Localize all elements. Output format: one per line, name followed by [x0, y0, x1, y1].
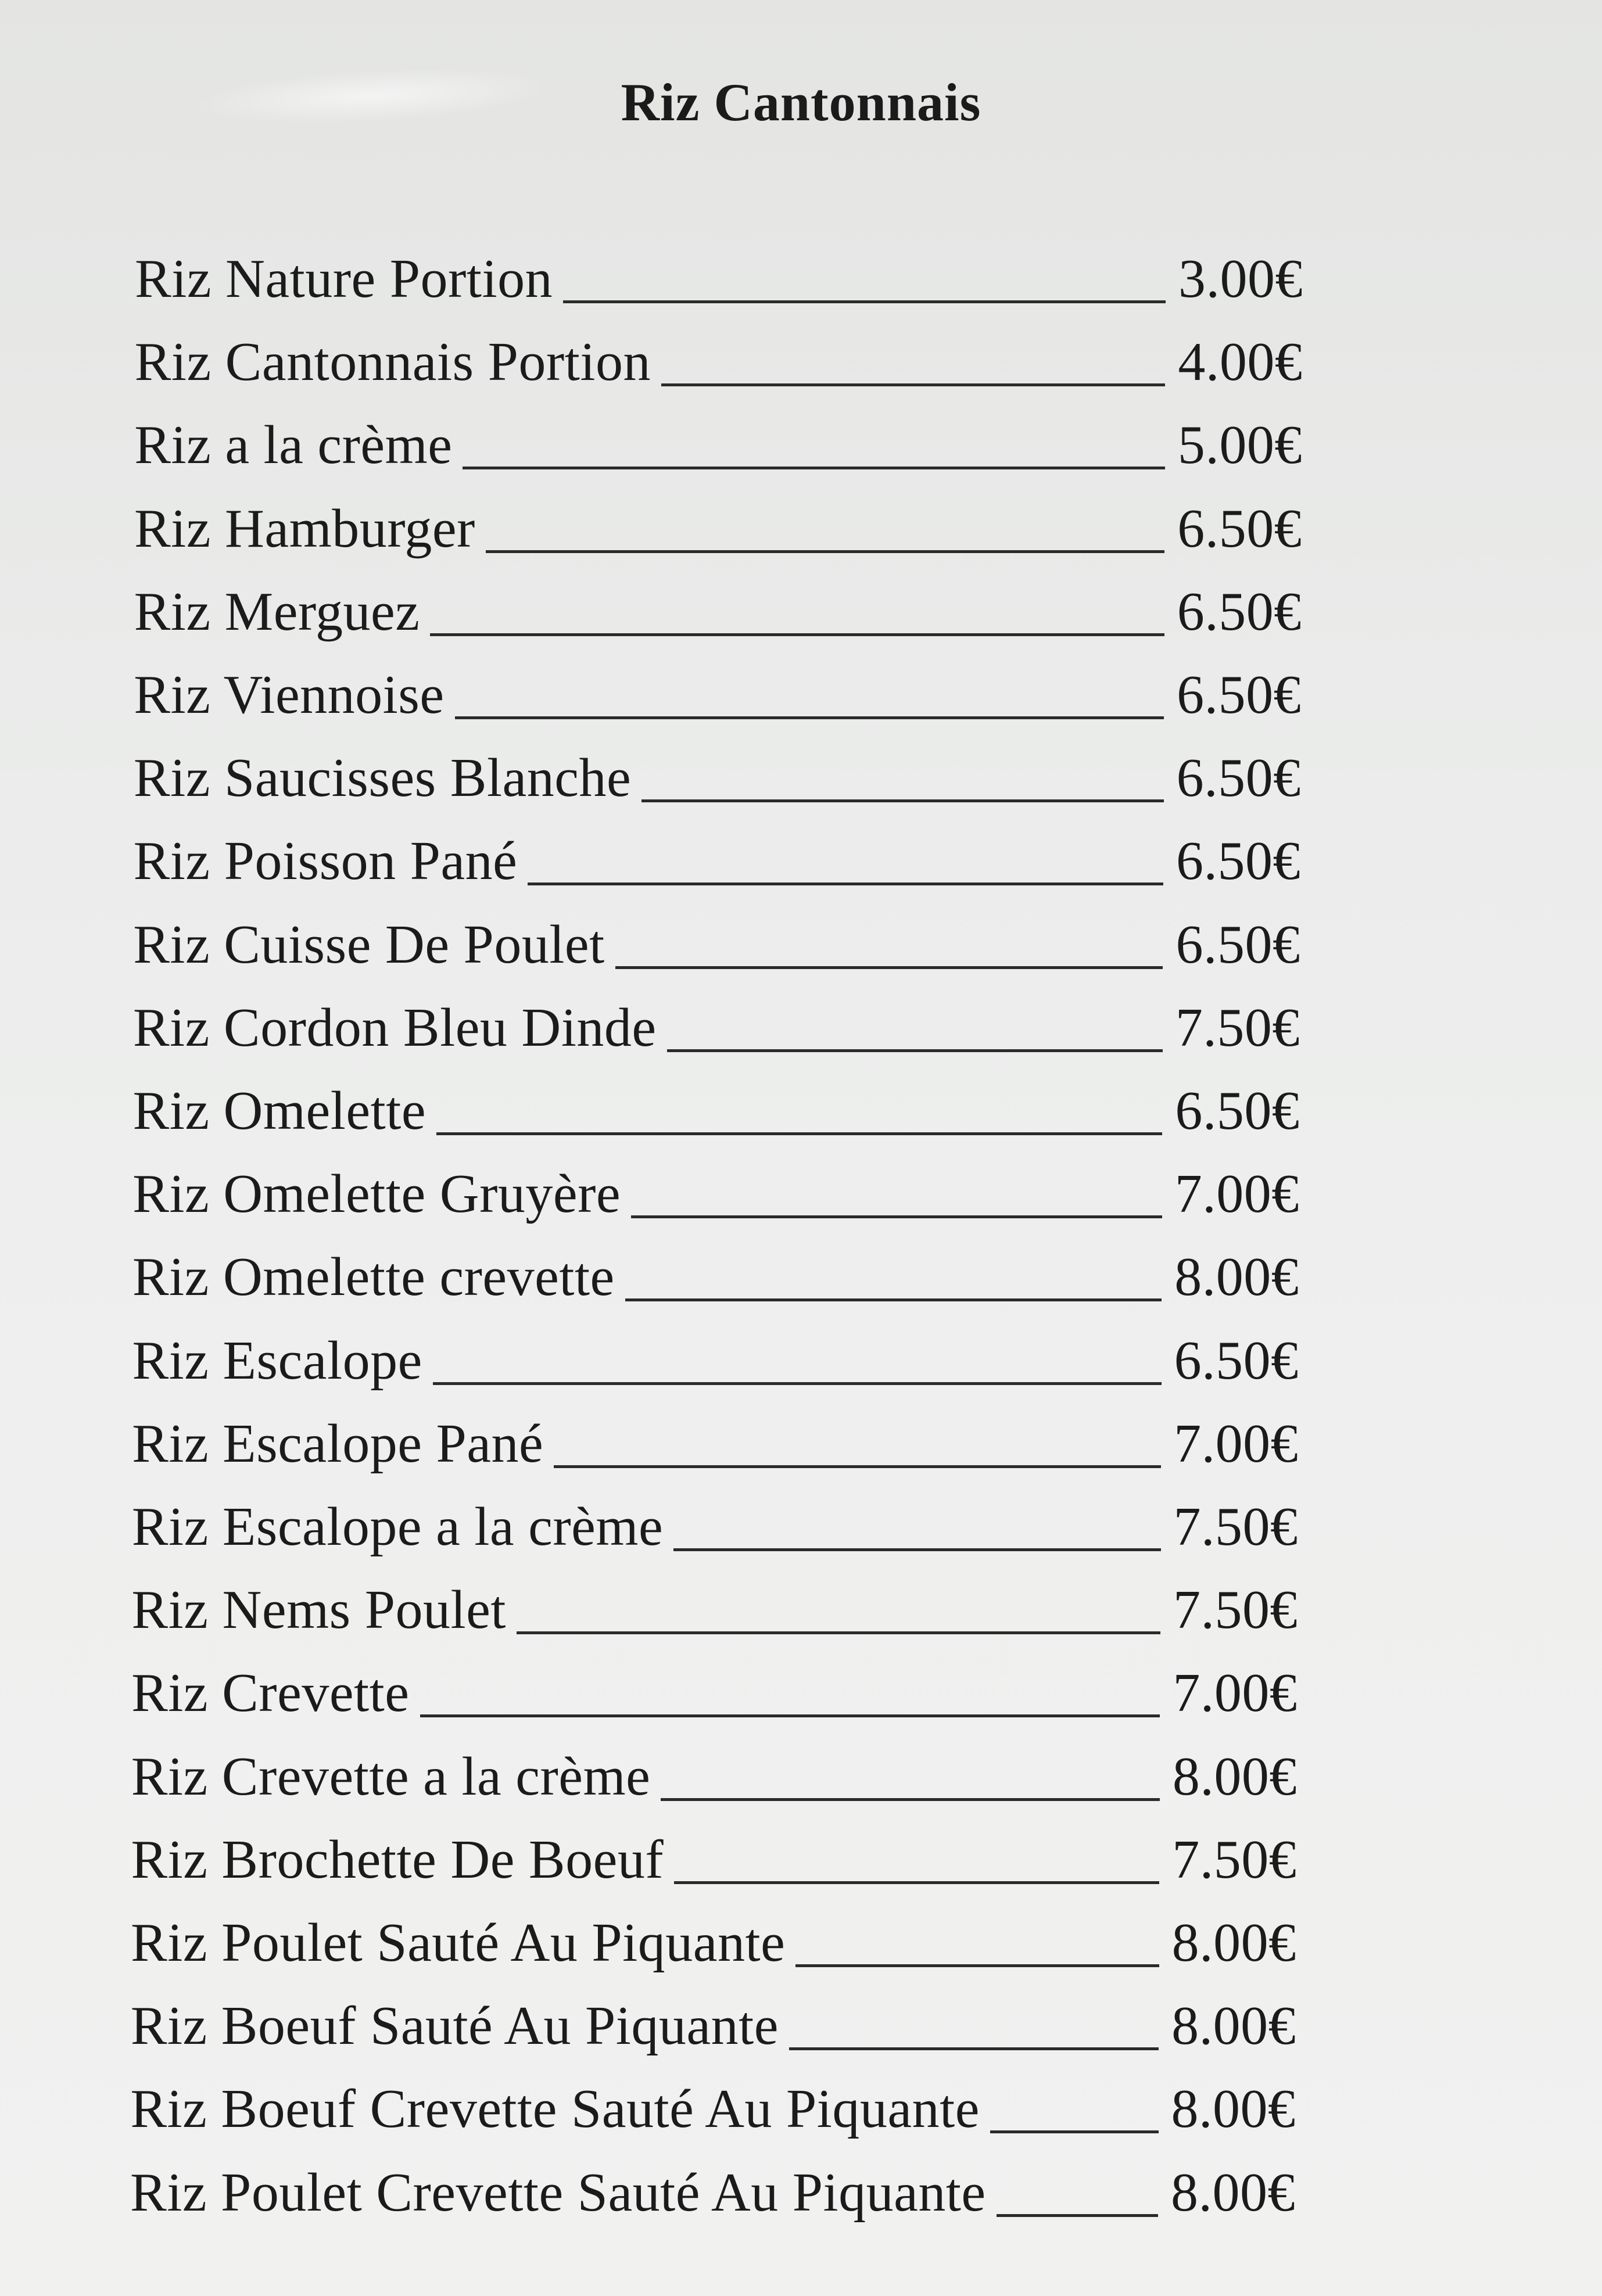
menu-item-name: Riz Omelette crevette	[132, 1247, 615, 1308]
menu-item-price: 8.00€	[1171, 2079, 1296, 2140]
leader-line	[661, 383, 1165, 386]
menu-item-name: Riz Crevette a la crème	[131, 1746, 651, 1807]
menu-item	[131, 1572, 1298, 1648]
menu-item-name: Riz Nems Poulet	[131, 1580, 506, 1641]
menu-item-name: Riz Merguez	[134, 581, 420, 642]
menu-item	[132, 1323, 1298, 1398]
menu-item	[131, 1739, 1297, 1814]
leader-line	[641, 799, 1163, 802]
leader-line	[554, 1465, 1161, 1468]
menu-item	[131, 1822, 1296, 1897]
menu-item-price: 6.50€	[1176, 831, 1301, 892]
leader-line	[661, 1798, 1160, 1801]
menu-item-name: Riz a la crème	[134, 415, 453, 476]
menu-item-price: 8.00€	[1171, 2162, 1295, 2223]
menu-item-price: 7.00€	[1173, 1663, 1298, 1724]
leader-line	[528, 882, 1163, 885]
menu-item-name: Riz Nature Portion	[135, 249, 553, 309]
menu-item	[132, 1239, 1299, 1315]
menu-item-price: 6.50€	[1175, 914, 1300, 975]
menu-item-name: Riz Brochette De Boeuf	[131, 1829, 664, 1890]
menu-item-price: 7.50€	[1173, 1580, 1298, 1641]
menu-item	[134, 574, 1302, 650]
menu-item	[130, 2155, 1295, 2230]
leader-line	[674, 1881, 1159, 1884]
menu-item-name: Riz Hamburger	[134, 498, 475, 559]
menu-item-name: Riz Cordon Bleu Dinde	[132, 997, 657, 1058]
menu-item	[134, 740, 1301, 816]
leader-line	[433, 1382, 1162, 1385]
menu-item-price: 3.00€	[1178, 249, 1303, 309]
menu-item-name: Riz Omelette	[132, 1081, 427, 1141]
leader-line	[631, 1215, 1162, 1218]
leader-line	[795, 1964, 1159, 1967]
menu-item-price: 6.50€	[1177, 581, 1302, 642]
menu-item	[134, 407, 1302, 483]
menu-item	[130, 2071, 1295, 2147]
leader-line	[463, 467, 1164, 469]
menu-item-name: Riz Escalope	[132, 1330, 422, 1391]
leader-line	[673, 1548, 1160, 1551]
menu-item	[133, 1073, 1300, 1149]
menu-item-name: Riz Poisson Pané	[133, 831, 518, 892]
leader-line	[420, 1714, 1160, 1717]
leader-line	[486, 550, 1164, 553]
leader-line	[436, 1132, 1162, 1135]
leader-line	[563, 300, 1166, 303]
menu-item	[132, 1406, 1298, 1481]
menu-item-price: 5.00€	[1177, 415, 1302, 476]
menu-item-price: 6.50€	[1174, 1330, 1299, 1391]
leader-line	[430, 633, 1164, 636]
menu-item	[135, 241, 1303, 317]
menu-item-price: 6.50€	[1176, 748, 1301, 809]
menu-item-name: Riz Saucisses Blanche	[133, 748, 632, 809]
menu-item-price: 6.50€	[1177, 665, 1302, 725]
menu-item-price: 8.00€	[1174, 1247, 1299, 1308]
menu-item-name: Riz Escalope a la crème	[131, 1497, 664, 1557]
leader-line	[615, 966, 1163, 969]
menu-item-price: 7.00€	[1174, 1413, 1299, 1474]
menu-item	[134, 823, 1300, 899]
menu-item	[133, 990, 1300, 1066]
menu-item-price: 6.50€	[1177, 498, 1302, 559]
menu-item-name: Riz Cuisse De Poulet	[133, 914, 605, 975]
menu-item-price: 8.00€	[1171, 1913, 1296, 1973]
menu-item	[132, 1489, 1298, 1565]
leader-line	[789, 2047, 1159, 2050]
leader-line	[997, 2214, 1158, 2217]
menu-item-name: Riz Poulet Crevette Sauté Au Piquante	[130, 2162, 986, 2223]
menu-item-price: 7.50€	[1175, 997, 1300, 1058]
leader-line	[517, 1631, 1160, 1634]
menu-item	[134, 491, 1302, 566]
menu-item	[135, 324, 1303, 400]
menu-item	[131, 1905, 1296, 1981]
menu-item-price: 4.00€	[1178, 332, 1303, 393]
menu-item	[132, 1156, 1299, 1232]
menu-item	[131, 1655, 1297, 1731]
menu-item-name: Riz Omelette Gruyère	[132, 1164, 621, 1225]
menu-item-name: Riz Poulet Sauté Au Piquante	[131, 1913, 786, 1973]
menu-item-price: 6.50€	[1175, 1081, 1300, 1141]
menu-item-price: 7.00€	[1174, 1164, 1299, 1225]
menu-item-price: 8.00€	[1172, 1746, 1297, 1807]
menu-item-name: Riz Cantonnais Portion	[134, 332, 651, 393]
leader-line	[667, 1049, 1163, 1052]
menu-item	[134, 657, 1301, 733]
menu-item	[131, 1988, 1296, 2064]
menu-item-name: Riz Viennoise	[134, 665, 445, 725]
menu-title: Riz Cantonnais	[621, 73, 981, 132]
menu-item-name: Riz Boeuf Crevette Sauté Au Piquante	[130, 2079, 980, 2140]
leader-line	[990, 2130, 1159, 2133]
menu-item-name: Riz Escalope Pané	[132, 1413, 544, 1474]
leader-line	[455, 716, 1164, 719]
menu-item-name: Riz Boeuf Sauté Au Piquante	[130, 1996, 779, 2057]
menu-item-price: 7.50€	[1172, 1829, 1297, 1890]
menu-item	[133, 907, 1300, 982]
leader-line	[625, 1298, 1162, 1301]
menu-item-price: 8.00€	[1171, 1996, 1296, 2057]
menu-item-name: Riz Crevette	[131, 1663, 410, 1724]
menu-item-price: 7.50€	[1173, 1497, 1298, 1557]
